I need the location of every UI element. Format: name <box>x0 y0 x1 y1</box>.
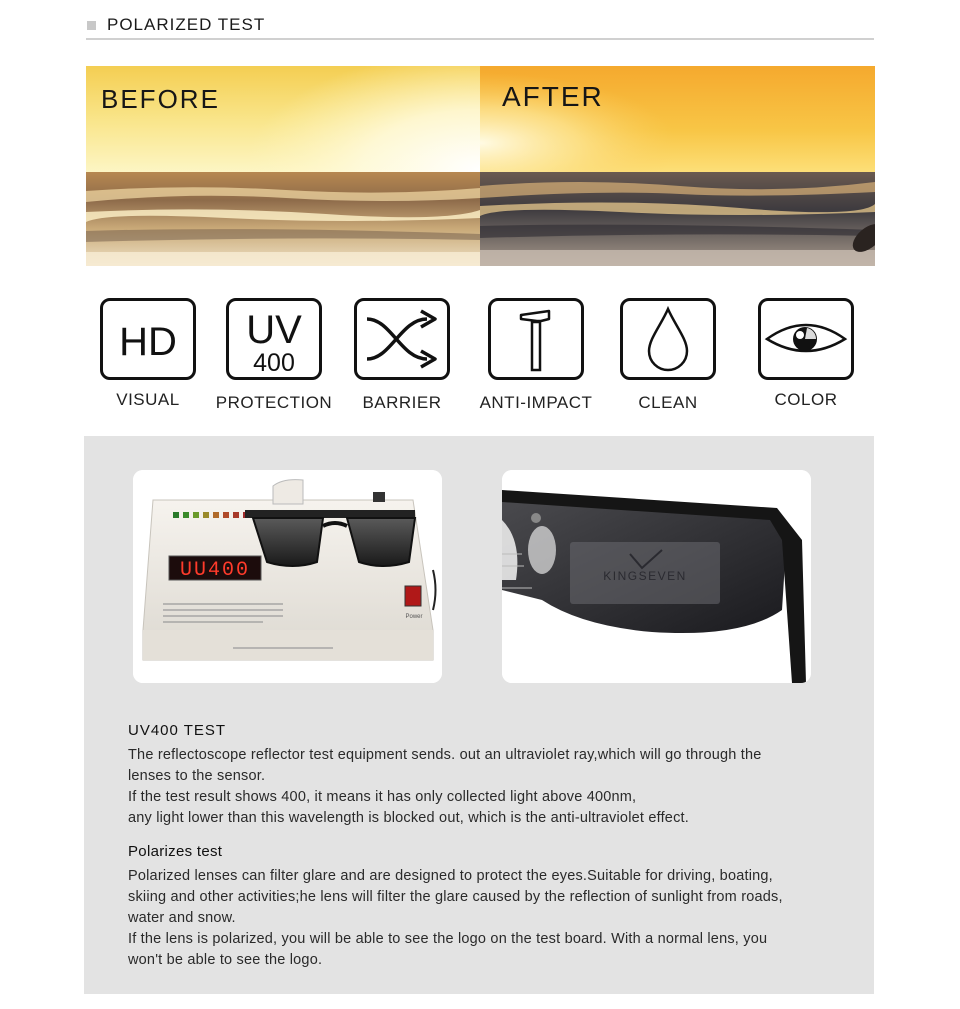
hammer-icon <box>488 298 584 380</box>
square-bullet-icon <box>87 21 96 30</box>
hd-icon <box>100 298 196 380</box>
feature-label-visual: VISUAL <box>116 390 180 409</box>
before-panel <box>86 66 480 266</box>
uv400-line: any light lower than this wavelength is blocked out, which is the anti-ultraviolet effect. <box>128 810 689 826</box>
polarize-heading: Polarizes test <box>128 843 223 860</box>
feature-label-anti-impact: ANTI-IMPACT <box>479 393 593 412</box>
feature-label-clean: CLEAN <box>638 393 698 412</box>
kingseven-logo-text: KINGSEVEN <box>603 569 687 583</box>
feature-visual <box>78 298 218 409</box>
before-label: BEFORE <box>101 84 220 114</box>
eye-icon <box>758 298 854 380</box>
feature-color <box>736 298 876 409</box>
feature-clean <box>598 298 738 412</box>
polarize-line: skiing and other activities;he lens will filter the glare caused by the reflection of sunlight from roads, <box>128 889 783 905</box>
test-description <box>128 720 828 971</box>
uv400-line: The reflectoscope reflector test equipment sends. out an ultraviolet ray,which will go through the <box>128 747 762 763</box>
power-label: Power <box>405 614 423 620</box>
section-header <box>86 14 874 40</box>
feature-protection <box>204 298 344 412</box>
shuffle-arrows-icon <box>354 298 450 380</box>
before-after-comparison <box>86 66 875 266</box>
polarize-line: If the lens is polarized, you will be able to see the logo on the test board. With a normal lens, you <box>128 931 768 947</box>
after-label: AFTER <box>502 81 604 112</box>
uv400-tester-photo <box>133 470 442 683</box>
polarize-line: Polarized lenses can filter glare and are designed to protect the eyes.Suitable for driving, boating, <box>128 868 773 884</box>
uv400-icon <box>226 298 322 380</box>
polarized-lens-image <box>502 470 811 683</box>
feature-label-color: COLOR <box>774 390 838 409</box>
400-badge-text: 400 <box>253 349 295 377</box>
polarize-line: won't be able to see the logo. <box>128 952 323 968</box>
test-info-section <box>84 436 874 994</box>
polarize-line: water and snow. <box>128 910 236 926</box>
uv-meter-display: UU400 <box>179 559 251 582</box>
uv400-line: If the test result shows 400, it means it has only collected light above 400nm, <box>128 789 637 805</box>
feature-label-protection: PROTECTION <box>215 393 333 412</box>
uv-badge-text: UV <box>246 308 302 352</box>
feature-barrier <box>332 298 472 412</box>
uv400-line: lenses to the sensor. <box>128 768 266 784</box>
feature-anti-impact <box>466 298 606 412</box>
polarized-lens-photo <box>502 470 811 683</box>
uv400-heading: UV400 TEST <box>128 722 227 739</box>
section-title: POLARIZED TEST <box>107 15 266 34</box>
uv-tester-image <box>133 470 442 683</box>
feature-label-barrier: BARRIER <box>362 393 442 412</box>
water-drop-icon <box>620 298 716 380</box>
after-panel <box>480 66 875 266</box>
hd-badge-text: HD <box>119 320 177 364</box>
